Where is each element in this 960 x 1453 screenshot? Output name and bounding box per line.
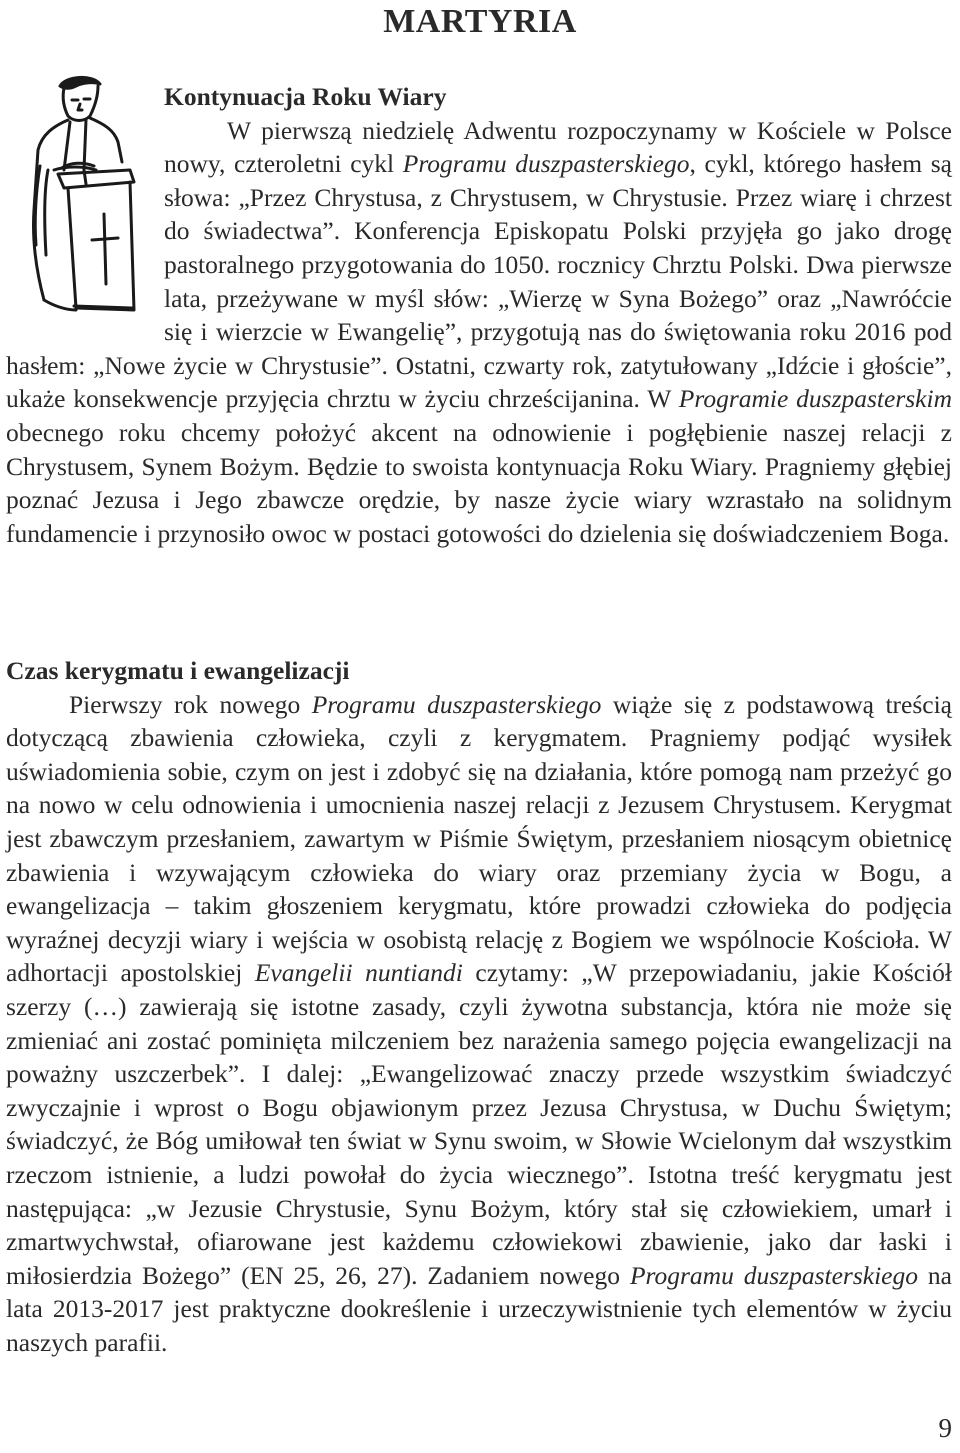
paragraph-emphasis: Evangelii nuntiandi	[254, 958, 463, 988]
page-number: 9	[938, 1413, 952, 1443]
page-title: MARTYRIA	[383, 3, 577, 40]
paragraph-emphasis: Programu duszpasterskiego	[629, 1260, 918, 1290]
section-heading: Kontynuacja Roku Wiary	[164, 82, 447, 111]
paragraph-text: czytamy: „W przepowiadaniu, jakie Kościół szerzy (…) zawierają się istotne zasady, czyli żywotna substancja, która nie może się zmieniać ani zostać pominięta milczeniem bez narażenia samego pojęcia ewangelizacji na poważny uszczerbek”. I dalej: „Ewangelizować znaczy przede wszystkim świadczyć zwyczajnie i wprost o Bogu objawionym przez Jezusa Chrystusa, w Duchu Świętym; świadczyć, że Bóg umiłował ten świat w Synu swoim, w Słowie Wcielonym dał wszystkim rzeczom istnienie, a ludzi powołał do życia wiecznego”. Istotna treść kerygmatu jest następująca: „w Jezusie Chrystusie, Synu Bożym, który stał się człowiekiem, umarł i zmartwychwstał, ofiarowane jest każdemu człowiekowi zbawienie, jako dar łaski i miłosierdzia Bożego” (EN 25, 26, 27). Zadaniem nowego	[6, 958, 952, 1290]
paragraph-text: na lata 2013-2017 jest praktyczne dookreślenie i urzeczywistnienie tych elementów w życiu naszych parafii.	[6, 1260, 952, 1357]
section-kontynuacja	[6, 80, 952, 550]
paragraph-text: wiąże się z podstawową treścią dotyczącą zbawienia człowieka, czyli z kerygmatem. Pragniemy podjąć wysiłek uświadomienia sobie, czym on jest i zdobyć się na działania, które pomogą nam przeżyć go na nowo w celu odnowienia i umocnienia naszej relacji z Jezusem Chrystusem. Kerygmat jest zbawczym przesłaniem, zawartym w Piśmie Świętym, przesłaniem niosącym obietnicę zbawienia i wzywającym człowieka do wiary oraz przemiany życia w Bogu, a ewangelizacja – takim głoszeniem kerygmatu, które prowadzi człowieka do podjęcia wyraźnej decyzji wiary i wejścia w osobistą relację z Bogiem we wspólnocie Kościoła. W adhortacji apostolskiej	[6, 689, 952, 988]
paragraph-text: , cykl, którego hasłem są słowa: „Przez Chrystusa, z Chrystusem, w Chrystusie. Przez wiarę i chrzest do świadectwa”. Konferencja Episkopatu Polski przyjęła go jako drogę pastoralnego przygotowania do 1050. rocznicy Chrztu Polski. Dwa pierwsze lata, przeżywane w myśl słów: „Wierzę w Syna Bożego” oraz „Nawróćcie się i wierzcie w Ewangelię”, przygotują nas do świętowania roku 2016 pod hasłem: „Nowe życie w Chrystusie”. Ostatni, czwarty rok, zatytułowany „Idźcie i głoście”, ukaże konsekwencje przyjęcia chrztu w życiu chrześcijanina. W	[6, 149, 953, 414]
paragraph-text: W pierwszą niedzielę Adwentu rozpoczynamy w Kościele w Polsce nowy, czteroletni cykl	[164, 115, 952, 179]
paragraph-emphasis: Programie duszpasterskim	[678, 384, 952, 414]
paragraph-emphasis: Programu duszpasterskiego	[311, 689, 602, 719]
paragraph-emphasis: Programu duszpasterskiego	[402, 149, 690, 179]
illustration-spacer	[6, 80, 164, 334]
paragraph-text: obecnego roku chcemy położyć akcent na odnowienie i pogłębienie naszej relacji z Chrystusem, Synem Bożym. Będzie to swoista kontynuacja Roku Wiary. Pragniemy głębiej poznać Jezusa i Jego zbawcze orędzie, by nasze życie wiary wzrastało na solidnym fundamencie i przynosiło owoc w postaci gotowości do dzielenia się doświadczeniem Boga.	[6, 417, 952, 548]
paragraph-text: Pierwszy rok nowego	[69, 689, 312, 719]
section-heading: Czas kerygmatu i ewangelizacji	[6, 656, 350, 685]
section-czas-kerygmatu	[6, 654, 952, 1359]
paragraph	[6, 688, 952, 1360]
